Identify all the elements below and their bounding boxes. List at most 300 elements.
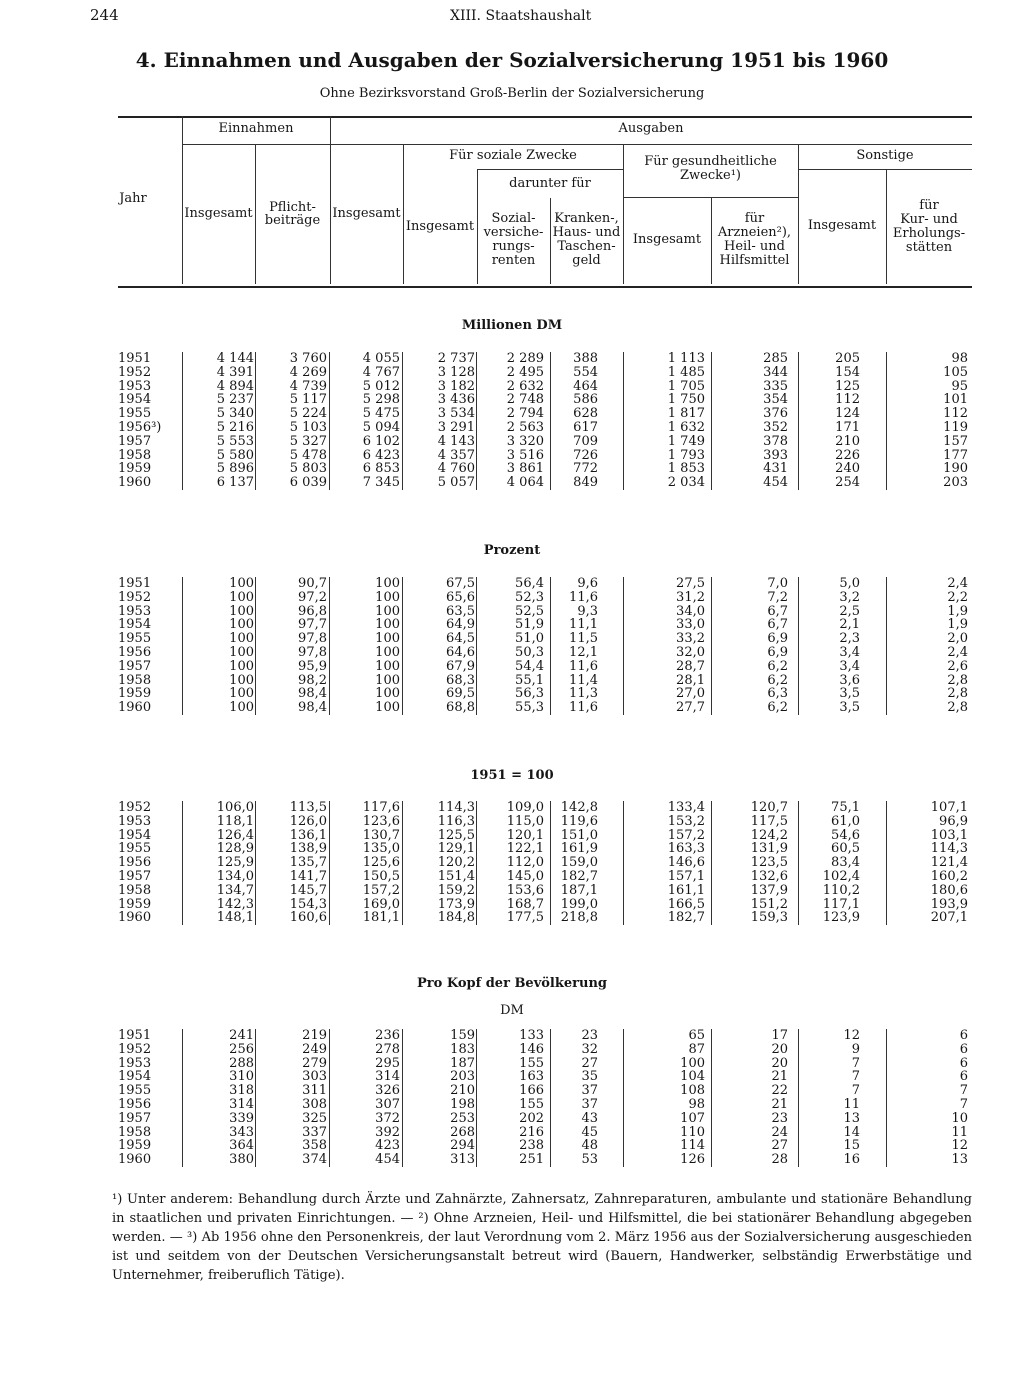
value-cell: 65: [688, 1028, 705, 1043]
value-cell: 1 113: [667, 351, 705, 366]
value-cell: 5 803: [289, 461, 327, 477]
value-cell: 314: [375, 1069, 400, 1085]
header-arznei-2: Arzneien²),: [717, 225, 792, 240]
value-cell: 52,5: [515, 603, 544, 619]
header-sozial-1: Sozial-: [491, 211, 536, 226]
page-number: 244: [90, 6, 119, 24]
value-cell: 153,6: [506, 882, 544, 898]
value-cell: 69,5: [446, 686, 475, 702]
value-cell: 6,2: [767, 658, 788, 674]
table-row: [118, 674, 972, 688]
value-cell: 118,1: [216, 813, 254, 829]
value-cell: 27,0: [676, 686, 705, 702]
value-cell: 117,6: [362, 800, 400, 815]
header-sozial-2: versiche-: [483, 225, 544, 240]
value-cell: 126: [680, 1152, 705, 1168]
year-cell: 1951: [118, 576, 152, 591]
value-cell: 177: [943, 447, 968, 463]
value-cell: 586: [573, 392, 598, 408]
value-cell: 199,0: [560, 896, 598, 912]
value-cell: 56,3: [515, 686, 544, 702]
header-sonstige-insgesamt: Insgesamt: [807, 218, 877, 233]
value-cell: 6: [959, 1028, 968, 1043]
value-cell: 51,9: [515, 617, 544, 633]
value-cell: 253: [450, 1110, 475, 1126]
value-cell: 374: [302, 1152, 327, 1168]
value-cell: 6,2: [767, 700, 788, 716]
value-cell: 12: [843, 1028, 860, 1043]
value-cell: 2 495: [506, 364, 544, 380]
value-cell: 11,6: [569, 589, 598, 605]
value-cell: 131,9: [750, 841, 788, 857]
value-cell: 148,1: [216, 910, 254, 926]
value-cell: 163: [519, 1069, 544, 1085]
year-cell: 1956³): [118, 419, 162, 435]
value-cell: 97,8: [298, 644, 327, 660]
value-cell: 37: [581, 1083, 598, 1099]
header-arznei-3: Heil- und: [724, 239, 785, 254]
year-cell: 1959: [118, 1138, 152, 1154]
value-cell: 34,0: [676, 603, 705, 619]
value-cell: 307: [375, 1096, 400, 1112]
header-rule: [477, 169, 623, 170]
value-cell: 133: [519, 1028, 544, 1043]
value-cell: 628: [573, 406, 598, 422]
value-cell: 249: [302, 1041, 327, 1057]
value-cell: 2 794: [506, 406, 544, 422]
value-cell: 157: [943, 433, 968, 449]
value-cell: 105: [943, 364, 968, 380]
value-cell: 388: [573, 351, 598, 366]
value-cell: 130,7: [362, 827, 400, 843]
value-cell: 159: [450, 1028, 475, 1043]
table-row: [118, 577, 972, 591]
value-cell: 3 436: [437, 392, 475, 408]
value-cell: 11: [843, 1096, 860, 1112]
value-cell: 5 475: [362, 406, 400, 422]
value-cell: 54,6: [831, 827, 860, 843]
value-cell: 3 291: [437, 419, 475, 435]
header-kur-2: Kur- und: [900, 212, 958, 227]
value-cell: 48: [581, 1138, 598, 1154]
value-cell: 5 057: [437, 475, 475, 491]
value-cell: 241: [229, 1028, 254, 1043]
value-cell: 9,6: [577, 576, 598, 591]
value-cell: 159,3: [750, 910, 788, 926]
table-row: [118, 701, 972, 715]
value-cell: 193,9: [930, 896, 968, 912]
table-row: [118, 1098, 972, 1112]
value-cell: 45: [581, 1124, 598, 1140]
value-cell: 3 760: [289, 351, 327, 366]
value-cell: 2 563: [506, 419, 544, 435]
value-cell: 28,7: [676, 658, 705, 674]
value-cell: 240: [835, 461, 860, 477]
value-cell: 454: [375, 1152, 400, 1168]
value-cell: 166: [519, 1083, 544, 1099]
year-cell: 1954: [118, 392, 152, 408]
value-cell: 4 143: [437, 433, 475, 449]
value-cell: 43: [581, 1110, 598, 1126]
table-row: [118, 660, 972, 674]
value-cell: 1 853: [667, 461, 705, 477]
value-cell: 7,2: [767, 589, 788, 605]
header-kranken-1: Kranken-,: [554, 211, 619, 226]
header-kur-4: stätten: [905, 240, 953, 255]
value-cell: 20: [771, 1055, 788, 1071]
year-cell: 1952: [118, 1041, 152, 1057]
value-cell: 3,5: [839, 686, 860, 702]
table-row: [118, 898, 972, 912]
value-cell: 100: [375, 603, 400, 619]
value-cell: 135,0: [362, 841, 400, 857]
value-cell: 136,1: [289, 827, 327, 843]
year-cell: 1951: [118, 351, 152, 366]
value-cell: 177,5: [506, 910, 544, 926]
value-cell: 207,1: [930, 910, 968, 926]
footnotes: ¹) Unter anderem: Behandlung durch Ärzte und Zahnärzte, Zahnersatz, Zahnreparaturen, ambulante und stationäre Behandlung in staatlichen und privaten Einrichtungen. — ²) Ohne Arzneien, Heil- und Hilfsmittel, die bei stationärer Behandlung abgegeben werden. — ³) Ab 1956 ohne den Personenkreis, der laut Verordnung vom 2. März 1956 aus der Sozialversicherung ausgeschieden ist und seitdem von der Deutschen Versicherungsanstalt betreut wird (Bauern, Handwerker, selbständig Erwerbstätige und Unternehmer, freiberuflich Tätige).: [112, 1192, 972, 1283]
value-cell: 54,4: [515, 658, 544, 674]
value-cell: 100: [375, 700, 400, 716]
value-cell: 12: [951, 1138, 968, 1154]
year-cell: 1954: [118, 617, 152, 633]
value-cell: 1,9: [947, 617, 968, 633]
value-cell: 120,1: [506, 827, 544, 843]
value-cell: 100: [229, 672, 254, 688]
value-cell: 52,3: [515, 589, 544, 605]
value-cell: 4 144: [216, 351, 254, 366]
year-cell: 1953: [118, 1055, 152, 1071]
value-cell: 7: [851, 1069, 860, 1085]
year-cell: 1957: [118, 1110, 152, 1126]
value-cell: 146,6: [667, 855, 705, 871]
value-cell: 153,2: [667, 813, 705, 829]
year-cell: 1958: [118, 447, 152, 463]
header-einnahmen-insgesamt: Insgesamt: [184, 206, 253, 221]
header-kranken-4: geld: [572, 253, 601, 268]
value-cell: 5,0: [839, 576, 860, 591]
value-cell: 344: [763, 364, 788, 380]
value-cell: 1 632: [667, 419, 705, 435]
value-cell: 3,6: [839, 672, 860, 688]
section-title: Pro Kopf der Bevölkerung: [417, 976, 607, 991]
value-cell: 6: [959, 1055, 968, 1071]
value-cell: 392: [375, 1124, 400, 1140]
value-cell: 617: [573, 419, 598, 435]
value-cell: 151,4: [437, 868, 475, 884]
value-cell: 2 632: [506, 378, 544, 394]
header-rule: [798, 169, 972, 170]
value-cell: 96,8: [298, 603, 327, 619]
value-cell: 100: [229, 576, 254, 591]
value-cell: 100: [229, 603, 254, 619]
value-cell: 119,6: [560, 813, 598, 829]
value-cell: 6 423: [362, 447, 400, 463]
value-cell: 157,1: [667, 868, 705, 884]
section-rows: [118, 1029, 972, 1167]
header-gesund-1: Für gesundheitliche: [644, 154, 777, 169]
year-cell: 1960: [118, 475, 152, 491]
value-cell: 102,4: [822, 868, 860, 884]
value-cell: 352: [763, 419, 788, 435]
value-cell: 7: [959, 1083, 968, 1099]
value-cell: 311: [302, 1083, 327, 1099]
value-cell: 11,4: [569, 672, 598, 688]
value-cell: 100: [680, 1055, 705, 1071]
value-cell: 5 237: [216, 392, 254, 408]
value-cell: 372: [375, 1110, 400, 1126]
value-cell: 6,9: [767, 631, 788, 647]
year-cell: 1958: [118, 882, 152, 898]
header-ausgaben: Ausgaben: [618, 121, 684, 136]
value-cell: 554: [573, 364, 598, 380]
value-cell: 772: [573, 461, 598, 477]
table-row: [118, 1139, 972, 1153]
value-cell: 218,8: [560, 910, 598, 926]
value-cell: 2,3: [839, 631, 860, 647]
value-cell: 32,0: [676, 644, 705, 660]
value-cell: 171: [835, 419, 860, 435]
value-cell: 183: [450, 1041, 475, 1057]
table-row: [118, 1029, 972, 1043]
year-cell: 1954: [118, 1069, 152, 1085]
header-pflicht-1: Pflicht-: [269, 200, 316, 215]
value-cell: 23: [771, 1110, 788, 1126]
value-cell: 184,8: [437, 910, 475, 926]
year-cell: 1955: [118, 841, 152, 857]
value-cell: 6,2: [767, 672, 788, 688]
value-cell: 107,1: [930, 800, 968, 815]
value-cell: 100: [229, 589, 254, 605]
value-cell: 354: [763, 392, 788, 408]
header-darunter: darunter für: [509, 176, 591, 191]
value-cell: 2,1: [839, 617, 860, 633]
running-head: XIII. Staatshaushalt: [450, 8, 592, 24]
year-cell: 1953: [118, 813, 152, 829]
value-cell: 28,1: [676, 672, 705, 688]
table-row: [118, 1112, 972, 1126]
value-cell: 3 182: [437, 378, 475, 394]
value-cell: 125,6: [362, 855, 400, 871]
value-cell: 5 103: [289, 419, 327, 435]
value-cell: 67,5: [446, 576, 475, 591]
table-row: [118, 435, 972, 449]
value-cell: 7: [851, 1083, 860, 1099]
header-rule: [182, 144, 972, 145]
value-cell: 2,4: [947, 644, 968, 660]
value-cell: 3 861: [506, 461, 544, 477]
value-cell: 285: [763, 351, 788, 366]
value-cell: 35: [581, 1069, 598, 1085]
section-title: Prozent: [483, 543, 541, 558]
value-cell: 181,1: [362, 910, 400, 926]
value-cell: 155: [519, 1055, 544, 1071]
value-cell: 125,5: [437, 827, 475, 843]
value-cell: 24: [771, 1124, 788, 1140]
table-row: [118, 1084, 972, 1098]
value-cell: 13: [951, 1152, 968, 1168]
value-cell: 112: [835, 392, 860, 408]
value-cell: 122,1: [506, 841, 544, 857]
value-cell: 180,6: [930, 882, 968, 898]
year-cell: 1953: [118, 378, 152, 394]
header-jahr: Jahr: [119, 191, 147, 206]
year-cell: 1960: [118, 1152, 152, 1168]
value-cell: 37: [581, 1096, 598, 1112]
value-cell: 4 055: [362, 351, 400, 366]
value-cell: 100: [229, 658, 254, 674]
value-cell: 268: [450, 1124, 475, 1140]
value-cell: 100: [229, 700, 254, 716]
value-cell: 20: [771, 1041, 788, 1057]
value-cell: 295: [375, 1055, 400, 1071]
value-cell: 142,3: [216, 896, 254, 912]
value-cell: 205: [835, 351, 860, 366]
header-rule: [623, 197, 798, 198]
value-cell: 95,9: [298, 658, 327, 674]
value-cell: 117,5: [750, 813, 788, 829]
section-title: 1951 = 100: [470, 768, 554, 783]
year-cell: 1956: [118, 644, 152, 660]
year-cell: 1959: [118, 896, 152, 912]
value-cell: 226: [835, 447, 860, 463]
value-cell: 64,9: [446, 617, 475, 633]
value-cell: 5 298: [362, 392, 400, 408]
value-cell: 1 817: [667, 406, 705, 422]
section-rows: [118, 352, 972, 490]
value-cell: 6,7: [767, 617, 788, 633]
value-cell: 100: [375, 644, 400, 660]
value-cell: 114,3: [930, 841, 968, 857]
value-cell: 5 340: [216, 406, 254, 422]
year-cell: 1959: [118, 686, 152, 702]
table-row: [118, 1057, 972, 1071]
header-divider: [330, 116, 331, 284]
value-cell: 138,9: [289, 841, 327, 857]
value-cell: 2,4: [947, 576, 968, 591]
value-cell: 68,8: [446, 700, 475, 716]
table-row: [118, 687, 972, 701]
value-cell: 55,3: [515, 700, 544, 716]
value-cell: 5 012: [362, 378, 400, 394]
header-gesund-insgesamt: Insgesamt: [632, 232, 702, 247]
table-row: [118, 407, 972, 421]
value-cell: 4 767: [362, 364, 400, 380]
header-sonstige: Sonstige: [856, 148, 914, 163]
table-row: [118, 462, 972, 476]
value-cell: 210: [450, 1083, 475, 1099]
value-cell: 236: [375, 1028, 400, 1043]
value-cell: 116,3: [437, 813, 475, 829]
value-cell: 849: [573, 475, 598, 491]
value-cell: 2,0: [947, 631, 968, 647]
value-cell: 101: [943, 392, 968, 408]
value-cell: 335: [763, 378, 788, 394]
value-cell: 75,1: [831, 800, 860, 815]
value-cell: 115,0: [506, 813, 544, 829]
table-row: [118, 591, 972, 605]
value-cell: 168,7: [506, 896, 544, 912]
value-cell: 6 039: [289, 475, 327, 491]
table-row: [118, 856, 972, 870]
value-cell: 100: [375, 658, 400, 674]
value-cell: 125,9: [216, 855, 254, 871]
value-cell: 16: [843, 1152, 860, 1168]
value-cell: 96,9: [939, 813, 968, 829]
value-cell: 314: [229, 1096, 254, 1112]
value-cell: 63,5: [446, 603, 475, 619]
value-cell: 3,4: [839, 644, 860, 660]
value-cell: 14: [843, 1124, 860, 1140]
value-cell: 173,9: [437, 896, 475, 912]
value-cell: 6: [959, 1041, 968, 1057]
year-cell: 1956: [118, 855, 152, 871]
header-soziale-zwecke: Für soziale Zwecke: [449, 148, 577, 163]
value-cell: 238: [519, 1138, 544, 1154]
year-cell: 1953: [118, 603, 152, 619]
value-cell: 6 853: [362, 461, 400, 477]
value-cell: 4 739: [289, 378, 327, 394]
value-cell: 5 896: [216, 461, 254, 477]
value-cell: 2,8: [947, 672, 968, 688]
value-cell: 60,5: [831, 841, 860, 857]
value-cell: 145,0: [506, 868, 544, 884]
header-kur-3: Erholungs-: [892, 226, 966, 241]
value-cell: 110,2: [822, 882, 860, 898]
value-cell: 4 357: [437, 447, 475, 463]
value-cell: 378: [763, 433, 788, 449]
value-cell: 100: [375, 589, 400, 605]
value-cell: 114: [680, 1138, 705, 1154]
value-cell: 7,0: [767, 576, 788, 591]
value-cell: 31,2: [676, 589, 705, 605]
value-cell: 98: [688, 1096, 705, 1112]
value-cell: 278: [375, 1041, 400, 1057]
value-cell: 27,5: [676, 576, 705, 591]
value-cell: 1 749: [667, 433, 705, 449]
value-cell: 279: [302, 1055, 327, 1071]
value-cell: 134,7: [216, 882, 254, 898]
value-cell: 51,0: [515, 631, 544, 647]
value-cell: 113,5: [289, 800, 327, 815]
value-cell: 303: [302, 1069, 327, 1085]
table-row: [118, 1070, 972, 1084]
value-cell: 97,7: [298, 617, 327, 633]
value-cell: 151,2: [750, 896, 788, 912]
value-cell: 112: [943, 406, 968, 422]
year-cell: 1957: [118, 868, 152, 884]
value-cell: 726: [573, 447, 598, 463]
table-row: [118, 842, 972, 856]
value-cell: 2 034: [667, 475, 705, 491]
table-row: [118, 646, 972, 660]
table-row: [118, 884, 972, 898]
section-title: Millionen DM: [461, 318, 563, 333]
table-subtitle: Ohne Bezirksvorstand Groß-Berlin der Sozialversicherung: [319, 86, 705, 101]
value-cell: 339: [229, 1110, 254, 1126]
header-kranken-2: Haus- und: [552, 225, 621, 240]
value-cell: 15: [843, 1138, 860, 1154]
value-cell: 55,1: [515, 672, 544, 688]
value-cell: 97,2: [298, 589, 327, 605]
header-sozial-3: rungs-: [492, 239, 535, 254]
value-cell: 100: [375, 631, 400, 647]
value-cell: 3,4: [839, 658, 860, 674]
value-cell: 219: [302, 1028, 327, 1043]
value-cell: 109,0: [506, 800, 544, 815]
value-cell: 1 485: [667, 364, 705, 380]
value-cell: 100: [229, 644, 254, 660]
